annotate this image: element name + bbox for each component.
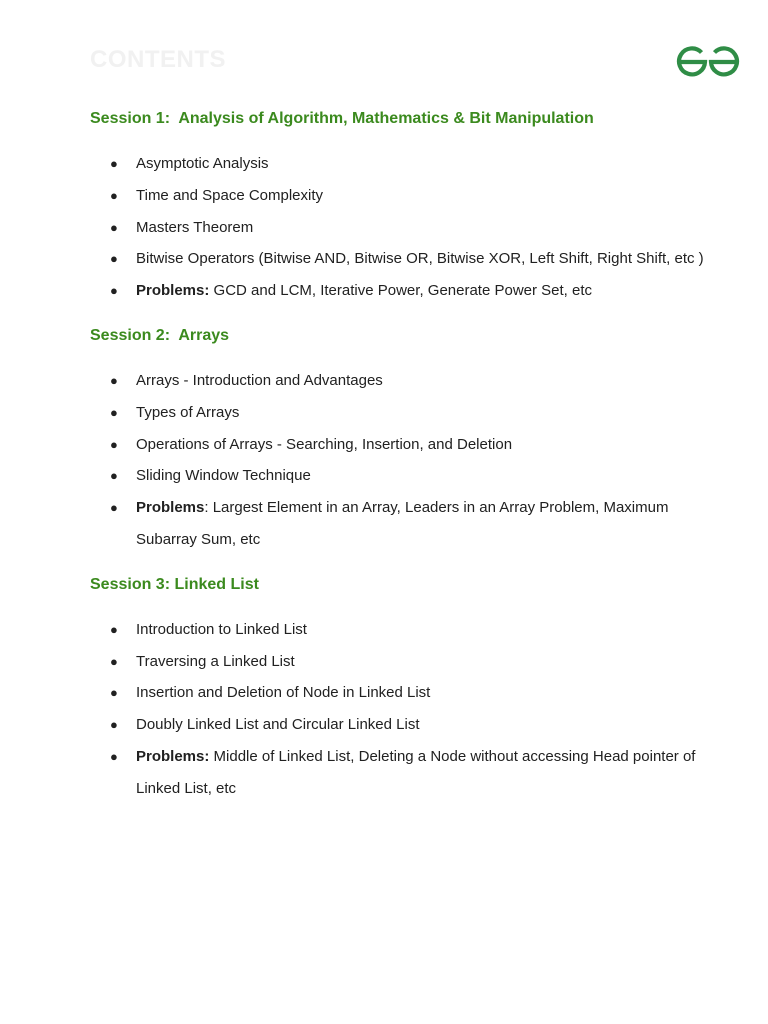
page-header	[0, 0, 768, 96]
session-1	[90, 106, 710, 307]
bullet-icon: ●	[110, 219, 118, 235]
list-item	[90, 677, 710, 709]
topic-text: Types of Arrays	[136, 403, 240, 421]
list-item	[90, 212, 710, 244]
problems-label: Problems	[136, 499, 205, 517]
bullet-icon: ●	[110, 500, 118, 516]
bullet-icon: ●	[110, 372, 118, 388]
problems-label: Problems:	[136, 282, 210, 300]
topic-text: Sliding Window Technique	[136, 467, 311, 485]
bullet-icon: ●	[110, 156, 118, 171]
bullet-icon: ●	[110, 468, 118, 484]
topic-text: Introduction to Linked List	[136, 620, 307, 638]
topic-list	[90, 614, 710, 805]
topic-text: : Largest Element in an Array, Leaders in an Array Problem, Maximum Subarray Sum, etc	[136, 499, 669, 548]
list-item	[90, 429, 710, 461]
topic-text: Doubly Linked List and Circular Linked List	[136, 716, 420, 734]
session-title: Session 2: Arrays	[90, 326, 230, 344]
list-item	[90, 180, 710, 212]
page-title: CONTENTS	[90, 46, 226, 73]
problems-label: Problems:	[136, 747, 210, 765]
list-item	[90, 460, 710, 492]
list-item	[90, 243, 710, 275]
bullet-icon: ●	[110, 717, 118, 733]
bullet-icon: ●	[110, 187, 118, 203]
topic-text: Insertion and Deletion of Node in Linked List	[136, 684, 431, 702]
bullet-icon: ●	[110, 404, 118, 420]
list-item	[90, 709, 710, 741]
bullet-icon: ●	[110, 685, 118, 701]
contents-body	[90, 106, 710, 821]
topic-text: Operations of Arrays - Searching, Insertion, and Deletion	[136, 435, 513, 453]
session-2	[90, 323, 710, 556]
bullet-icon: ●	[110, 653, 118, 669]
topic-text: Bitwise Operators (Bitwise AND, Bitwise OR, Bitwise XOR, Left Shift, Right Shift, etc )	[136, 250, 704, 268]
session-title: Session 3: Linked List	[90, 575, 259, 593]
topic-text: Middle of Linked List, Deleting a Node without accessing Head pointer of Linked List, etc	[136, 747, 696, 797]
list-item	[90, 148, 710, 180]
bullet-icon: ●	[110, 283, 118, 299]
topic-text: Arrays - Introduction and Advantages	[136, 371, 383, 389]
list-item	[90, 492, 710, 556]
list-item	[90, 741, 710, 805]
list-item	[90, 614, 710, 646]
session-title: Session 1: Analysis of Algorithm, Mathematics & Bit Manipulation	[90, 110, 594, 127]
topic-text: GCD and LCM, Iterative Power, Generate Power Set, etc	[209, 282, 593, 300]
list-item	[90, 365, 710, 397]
bullet-icon: ●	[110, 251, 118, 267]
topic-list	[90, 365, 710, 556]
list-item	[90, 646, 710, 678]
topic-text: Traversing a Linked List	[136, 652, 295, 670]
list-item	[90, 397, 710, 429]
topic-text: Masters Theorem	[136, 218, 254, 236]
bullet-icon: ●	[110, 748, 118, 764]
topic-text: Asymptotic Analysis	[136, 155, 269, 172]
session-3	[90, 572, 710, 805]
bullet-icon: ●	[110, 436, 118, 452]
geeksforgeeks-logo-icon	[676, 44, 740, 80]
bullet-icon: ●	[110, 621, 118, 637]
topic-list	[90, 148, 710, 307]
topic-text: Time and Space Complexity	[136, 186, 324, 204]
list-item	[90, 275, 710, 307]
